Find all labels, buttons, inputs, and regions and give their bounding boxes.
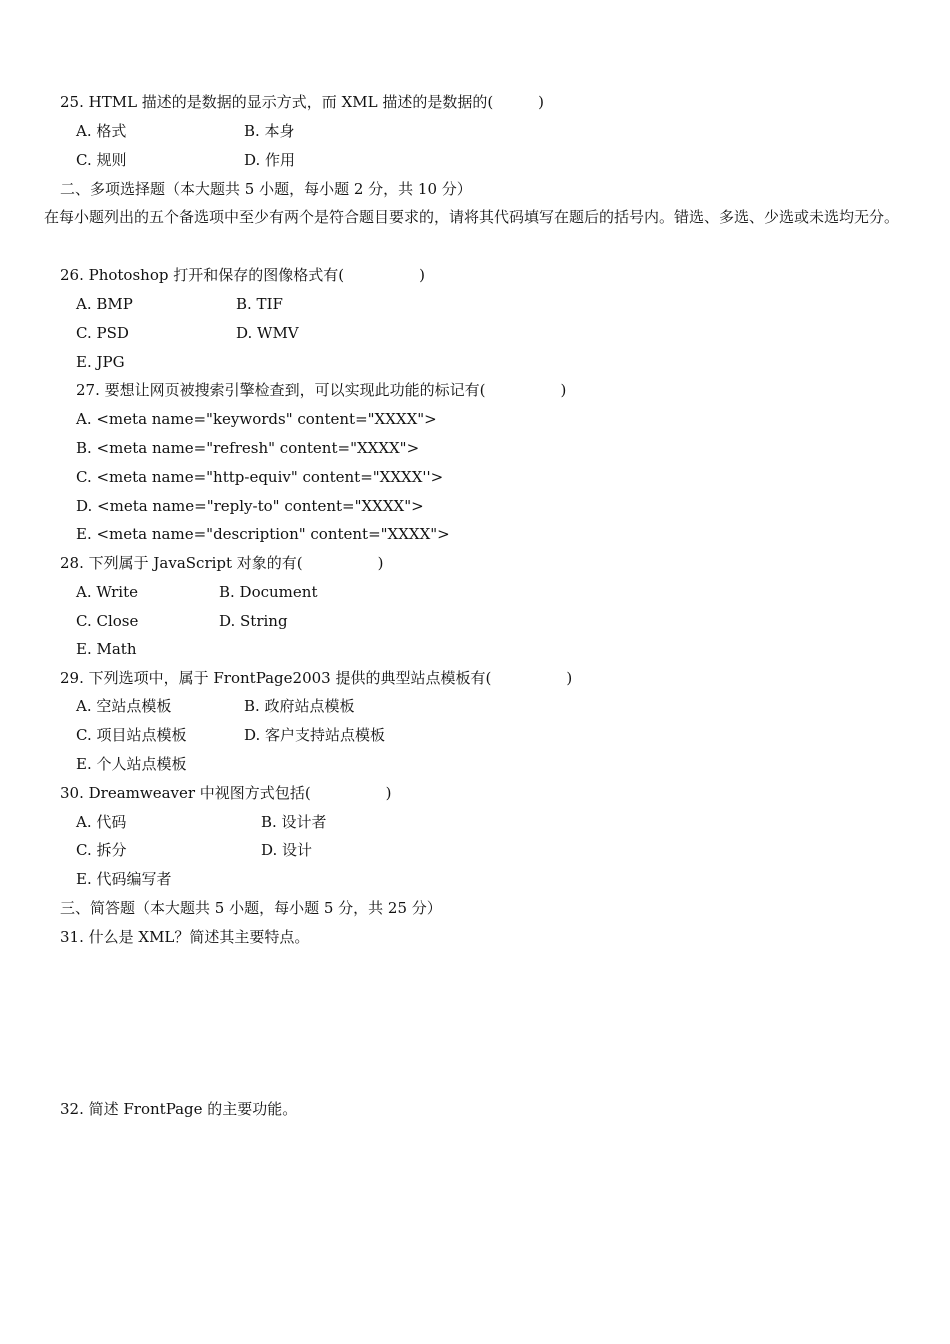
option-c: C. Close [76,612,139,630]
option-d: D. 客户支持站点模板 [244,726,386,744]
option-b: B. 设计者 [261,813,327,831]
option-c: C. PSD [76,324,129,342]
option-b: B. 本身 [244,122,295,140]
option-c: C. 规则 [76,151,127,169]
option-e: E. <meta name="description" content="XXXX"> [76,525,450,543]
option-e: E. JPG [76,353,125,371]
option-e: E. Math [76,640,137,658]
section-instruction: 在每小题列出的五个备选项中至少有两个是符合题目要求的，请将其代码填写在题后的括号内。错选、多选、少选或未选均无分。 [44,208,900,226]
option-b: B. Document [219,583,318,601]
option-a: A. Write [76,583,138,601]
question-29-stem: 29. 下列选项中，属于 FrontPage2003 提供的典型站点模板有( ) [60,669,573,687]
option-a: A. BMP [76,295,133,313]
option-e: E. 个人站点模板 [76,755,187,773]
option-c: C. 拆分 [76,841,127,859]
question-28-stem: 28. 下列属于 JavaScript 对象的有( ) [60,554,384,572]
question-31-stem: 31. 什么是 XML？简述其主要特点。 [60,928,310,946]
option-d: D. 作用 [244,151,296,169]
option-b: B. TIF [236,295,283,313]
question-25-stem: 25. HTML 描述的是数据的显示方式，而 XML 描述的是数据的( ) [60,93,545,111]
option-c: C. <meta name="http-equiv" content="XXXX''> [76,468,444,486]
section-heading-multiple-choice: 二、多项选择题（本大题共 5 小题，每小题 2 分，共 10 分） [60,180,472,198]
question-26-stem: 26. Photoshop 打开和保存的图像格式有( ) [60,266,425,284]
question-32-stem: 32. 简述 FrontPage 的主要功能。 [60,1100,298,1118]
option-b: B. 政府站点模板 [244,697,355,715]
option-d: D. 设计 [261,841,313,859]
option-b: B. <meta name="refresh" content="XXXX"> [76,439,420,457]
option-a: A. 空站点模板 [76,697,172,715]
option-d: D. String [219,612,288,630]
question-30-stem: 30. Dreamweaver 中视图方式包括( ) [60,784,392,802]
option-c: C. 项目站点模板 [76,726,187,744]
option-d: D. <meta name="reply-to" content="XXXX"> [76,497,424,515]
question-27-stem: 27. 要想让网页被搜索引擎检查到，可以实现此功能的标记有( ) [76,381,567,399]
option-a: A. 格式 [76,122,127,140]
option-a: A. 代码 [76,813,127,831]
section-heading-short-answer: 三、简答题（本大题共 5 小题，每小题 5 分，共 25 分） [60,899,442,917]
option-e: E. 代码编写者 [76,870,172,888]
option-a: A. <meta name="keywords" content="XXXX"> [76,410,437,428]
option-d: D. WMV [236,324,299,342]
